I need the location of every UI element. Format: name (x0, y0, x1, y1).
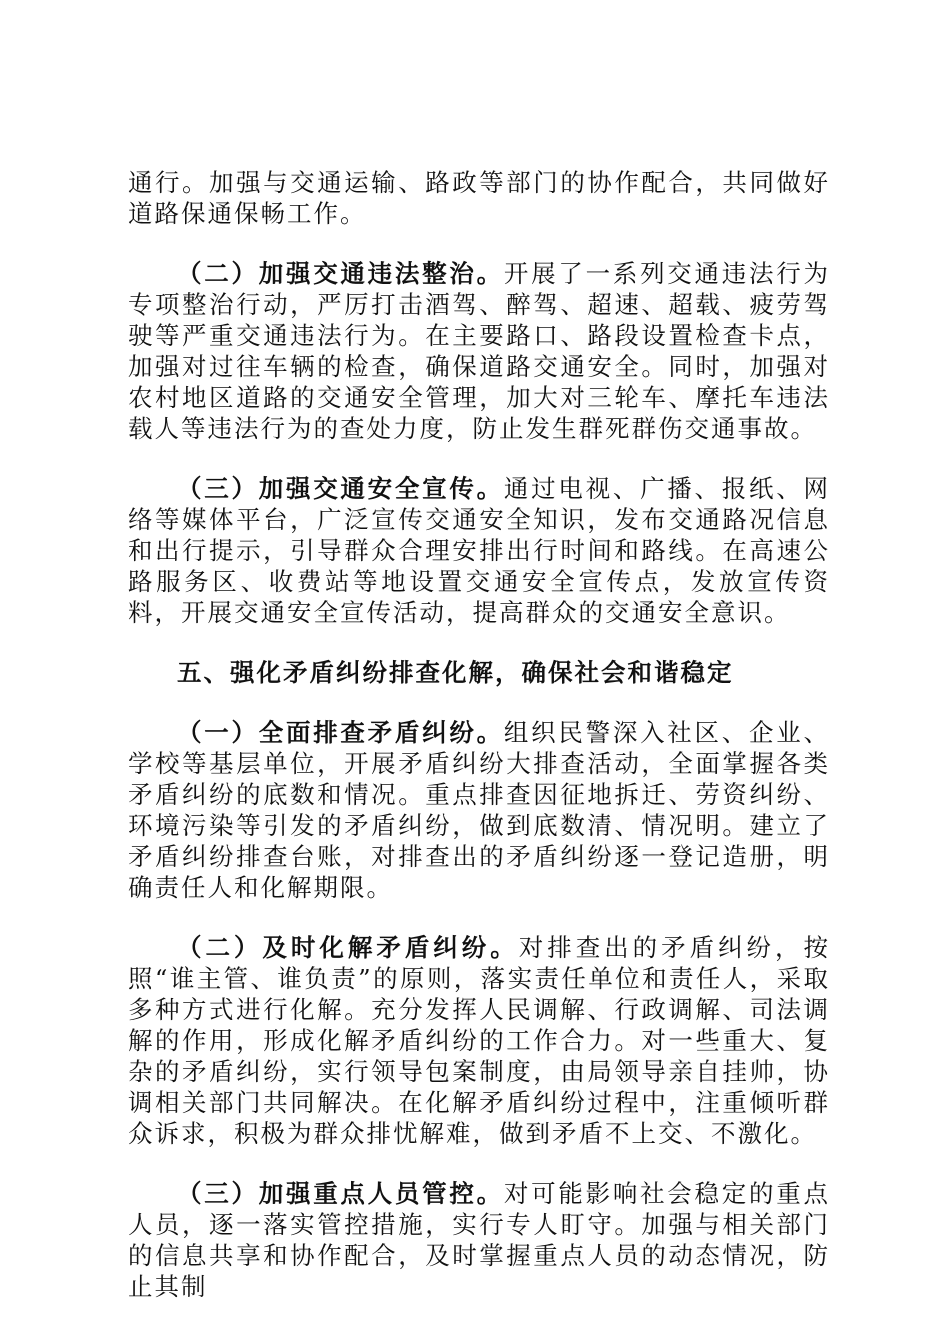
paragraph-key-personnel (128, 1178, 830, 1302)
section-heading: 五、强化矛盾纠纷排查化解，确保社会和谐稳定 (177, 658, 734, 687)
paragraph-dispute-resolution (128, 932, 830, 1149)
document-body (128, 167, 830, 1302)
paragraph-lead: （一）全面排查矛盾纠纷。 (177, 718, 504, 747)
paragraph-lead: （二）及时化解矛盾纠纷。 (177, 933, 519, 962)
paragraph-traffic-publicity (128, 473, 830, 628)
paragraph-text: 组织民警深入社区、企业、学校等基层单位，开展矛盾纠纷大排查活动，全面掌握各类矛盾纠纷的底数和情况。重点排查因征地拆迁、劳资纠纷、环境污染等引发的矛盾纠纷，做到底数清、情况明。建立了矛盾纠纷排查台账，对排查出的矛盾纠纷逐一登记造册，明确责任人和化解期限。 (128, 718, 831, 902)
paragraph-text: 开展了一系列交通违法行为专项整治行动，严厉打击酒驾、醉驾、超速、超载、疲劳驾驶等严重交通违法行为。在主要路口、路段设置检查卡点，加强对过往车辆的检查，确保道路交通安全。同时，加强对农村地区道路的交通安全管理，加大对三轮车、摩托车违法载人等违法行为的查处力度，防止发生群死群伤交通事故。 (128, 259, 831, 443)
paragraph-continuation (128, 167, 830, 229)
paragraph-dispute-screening (128, 717, 830, 903)
paragraph-text: 对排查出的矛盾纠纷，按照“谁主管、谁负责”的原则，落实责任单位和责任人，采取多种方式进行化解。充分发挥人民调解、行政调解、司法调解的作用，形成化解矛盾纠纷的工作合力。对一些重大、复杂的矛盾纠纷，实行领导包案制度，由局领导亲自挂帅，协调相关部门共同解决。在化解矛盾纠纷过程中，注重倾听群众诉求，积极为群众排忧解难，做到矛盾不上交、不激化。 (128, 933, 831, 1148)
paragraph-text: 通行。加强与交通运输、路政等部门的协作配合，共同做好道路保通保畅工作。 (128, 168, 830, 228)
paragraph-lead: （三）加强交通安全宣传。 (177, 474, 504, 503)
paragraph-text: 通过电视、广播、报纸、网络等媒体平台，广泛宣传交通安全知识，发布交通路况信息和出行提示，引导群众合理安排出行时间和路线。在高速公路服务区、收费站等地设置交通安全宣传点，发放宣传资料，开展交通安全宣传活动，提高群众的交通安全意识。 (128, 474, 831, 627)
paragraph-lead: （三）加强重点人员管控。 (177, 1179, 504, 1208)
paragraph-text: 对可能影响社会稳定的重点人员，逐一落实管控措施，实行专人盯守。加强与相关部门的信息共享和协作配合，及时掌握重点人员的动态情况，防止其制 (128, 1179, 831, 1301)
paragraph-traffic-enforcement (128, 258, 830, 444)
paragraph-lead: （二）加强交通违法整治。 (177, 259, 504, 288)
